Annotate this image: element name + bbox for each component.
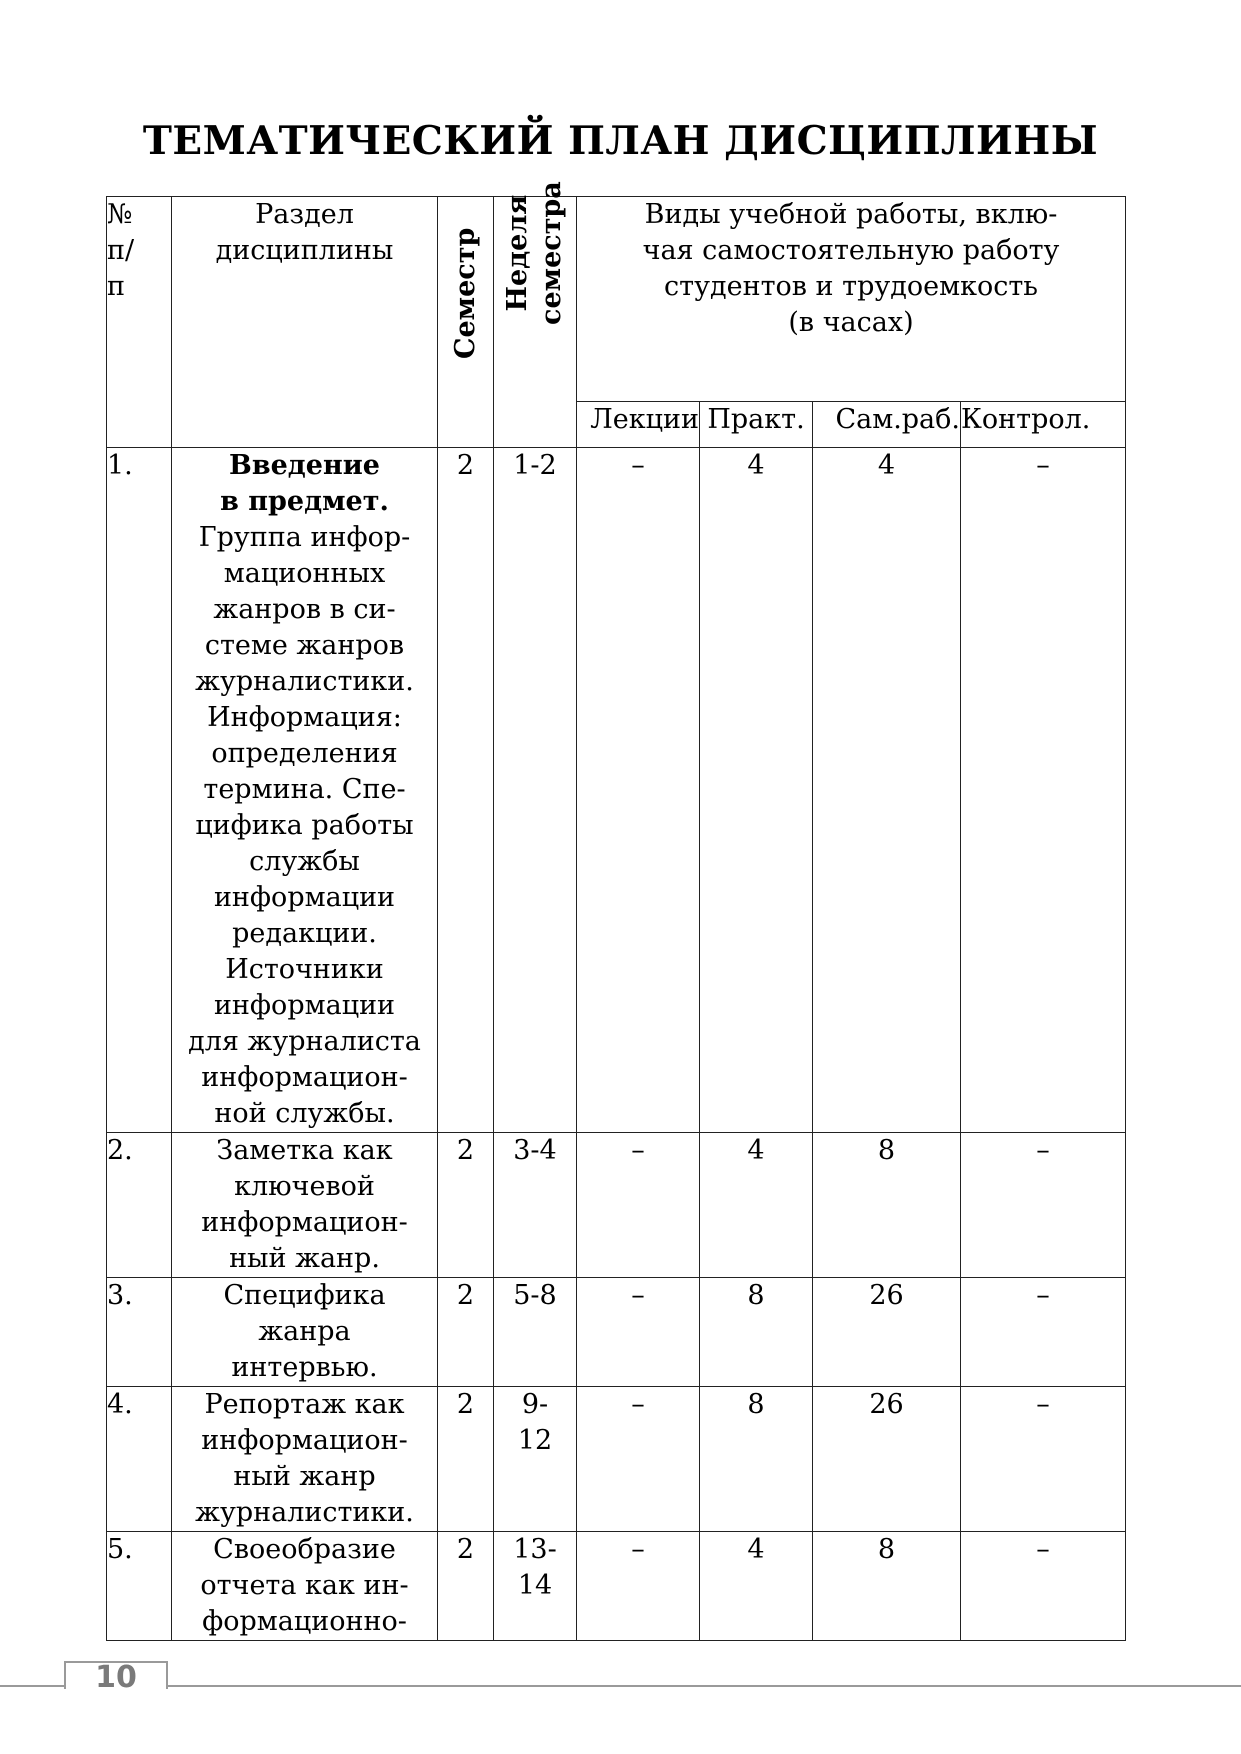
thematic-plan-table bbox=[106, 181, 1126, 1641]
table-row bbox=[107, 1278, 1126, 1387]
table-row bbox=[107, 1532, 1126, 1641]
row-week bbox=[494, 1532, 577, 1641]
row-lectures: – bbox=[577, 1532, 700, 1641]
header-number-line: № bbox=[107, 199, 133, 230]
week-line: 13- bbox=[513, 1534, 557, 1565]
section-line: службы bbox=[249, 846, 360, 877]
header-self-work: Сам.раб. bbox=[813, 402, 961, 448]
header-section-line: Раздел bbox=[255, 199, 354, 230]
week-line: 1-2 bbox=[513, 450, 557, 481]
row-number: 2. bbox=[107, 1133, 172, 1278]
row-semester: 2 bbox=[438, 1387, 494, 1532]
header-section bbox=[172, 197, 438, 448]
section-line: Источники bbox=[225, 954, 384, 985]
row-lectures: – bbox=[577, 1278, 700, 1387]
section-line: журналистики. bbox=[195, 1497, 414, 1528]
row-control: – bbox=[961, 1532, 1126, 1641]
header-work-types-line: (в часах) bbox=[788, 307, 914, 338]
section-line: редакции. bbox=[232, 918, 377, 949]
section-line: Своеобразие bbox=[213, 1534, 396, 1565]
section-line: ключевой bbox=[234, 1171, 375, 1202]
row-control: – bbox=[961, 1387, 1126, 1532]
row-control: – bbox=[961, 448, 1126, 1133]
section-line: Специфика bbox=[223, 1280, 386, 1311]
header-row bbox=[107, 197, 1126, 402]
section-title-line: Введение bbox=[229, 450, 380, 481]
row-number: 1. bbox=[107, 448, 172, 1133]
section-line: жанров в си- bbox=[213, 594, 396, 625]
week-line: 14 bbox=[517, 1570, 553, 1601]
header-practice: Практ. bbox=[700, 402, 813, 448]
table-row bbox=[107, 1133, 1126, 1278]
section-line: Заметка как bbox=[216, 1135, 393, 1166]
row-semester: 2 bbox=[438, 1532, 494, 1641]
section-line: Группа инфор- bbox=[198, 522, 411, 553]
row-self-work: 8 bbox=[813, 1532, 961, 1641]
section-line: Информация: bbox=[207, 702, 402, 733]
row-practice: 4 bbox=[700, 448, 813, 1133]
section-line: для журналиста bbox=[188, 1026, 421, 1057]
row-control: – bbox=[961, 1133, 1126, 1278]
header-number-line: п/ bbox=[107, 235, 135, 266]
header-week-line: семестра bbox=[536, 181, 567, 325]
row-self-work: 26 bbox=[813, 1278, 961, 1387]
row-week bbox=[494, 1133, 577, 1278]
header-work-types-line: Виды учебной работы, вклю- bbox=[644, 199, 1058, 230]
header-lectures: Лекции bbox=[577, 402, 700, 448]
row-self-work: 8 bbox=[813, 1133, 961, 1278]
page-number: 10 bbox=[95, 1660, 137, 1695]
section-line: ной службы. bbox=[214, 1098, 395, 1129]
section-line: определения bbox=[211, 738, 398, 769]
row-lectures: – bbox=[577, 1133, 700, 1278]
section-line: информацион- bbox=[201, 1425, 408, 1456]
table-row bbox=[107, 1387, 1126, 1532]
section-line: информацион- bbox=[201, 1062, 408, 1093]
section-line: термина. Спе- bbox=[203, 774, 406, 805]
row-section bbox=[172, 1387, 438, 1532]
section-line: стеме жанров bbox=[204, 630, 405, 661]
row-section bbox=[172, 448, 438, 1133]
section-line: ный жанр bbox=[233, 1461, 376, 1492]
header-number bbox=[107, 197, 172, 448]
week-line: 5-8 bbox=[513, 1280, 557, 1311]
row-week bbox=[494, 1387, 577, 1532]
week-line: 3-4 bbox=[513, 1135, 557, 1166]
header-work-types bbox=[577, 197, 1126, 402]
section-line: формационно- bbox=[202, 1606, 407, 1637]
section-title-line: в предмет. bbox=[220, 486, 389, 517]
section-line: интервью. bbox=[231, 1352, 378, 1383]
header-number-line: п bbox=[107, 271, 125, 302]
section-line: Репортаж как bbox=[204, 1389, 405, 1420]
row-control: – bbox=[961, 1278, 1126, 1387]
row-practice: 8 bbox=[700, 1387, 813, 1532]
table-row bbox=[107, 448, 1126, 1133]
row-semester: 2 bbox=[438, 448, 494, 1133]
header-semester-text: Семестр bbox=[449, 227, 481, 359]
section-line: отчета как ин- bbox=[200, 1570, 409, 1601]
row-week bbox=[494, 448, 577, 1133]
row-self-work: 4 bbox=[813, 448, 961, 1133]
week-line: 9- bbox=[521, 1389, 549, 1420]
header-week bbox=[494, 181, 577, 448]
row-section bbox=[172, 1133, 438, 1278]
row-practice: 4 bbox=[700, 1133, 813, 1278]
header-work-types-line: чая самостоятельную работу bbox=[642, 235, 1060, 266]
header-week-line: Неделя bbox=[502, 194, 533, 312]
row-self-work: 26 bbox=[813, 1387, 961, 1532]
row-number: 5. bbox=[107, 1532, 172, 1641]
section-line: информации bbox=[213, 990, 396, 1021]
section-line: жанра bbox=[258, 1316, 351, 1347]
row-number: 3. bbox=[107, 1278, 172, 1387]
section-line: журналистики. bbox=[195, 666, 414, 697]
row-week bbox=[494, 1278, 577, 1387]
row-section bbox=[172, 1278, 438, 1387]
row-semester: 2 bbox=[438, 1133, 494, 1278]
section-line: информацион- bbox=[201, 1207, 408, 1238]
row-lectures: – bbox=[577, 1387, 700, 1532]
header-semester bbox=[438, 197, 494, 448]
header-work-types-line: студентов и трудоемкость bbox=[664, 271, 1038, 302]
header-control: Контрол. bbox=[961, 402, 1126, 448]
page-title: ТЕМАТИЧЕСКИЙ ПЛАН ДИСЦИПЛИНЫ bbox=[142, 118, 1099, 164]
section-line: мационных bbox=[223, 558, 386, 589]
section-line: ный жанр. bbox=[229, 1243, 380, 1274]
row-section bbox=[172, 1532, 438, 1641]
row-number: 4. bbox=[107, 1387, 172, 1532]
row-semester: 2 bbox=[438, 1278, 494, 1387]
row-practice: 8 bbox=[700, 1278, 813, 1387]
section-line: информации bbox=[213, 882, 396, 913]
section-line: цифика работы bbox=[195, 810, 414, 841]
row-practice: 4 bbox=[700, 1532, 813, 1641]
week-line: 12 bbox=[517, 1425, 553, 1456]
row-lectures: – bbox=[577, 448, 700, 1133]
header-section-line: дисциплины bbox=[215, 235, 394, 266]
footer-rule bbox=[0, 1685, 1241, 1687]
